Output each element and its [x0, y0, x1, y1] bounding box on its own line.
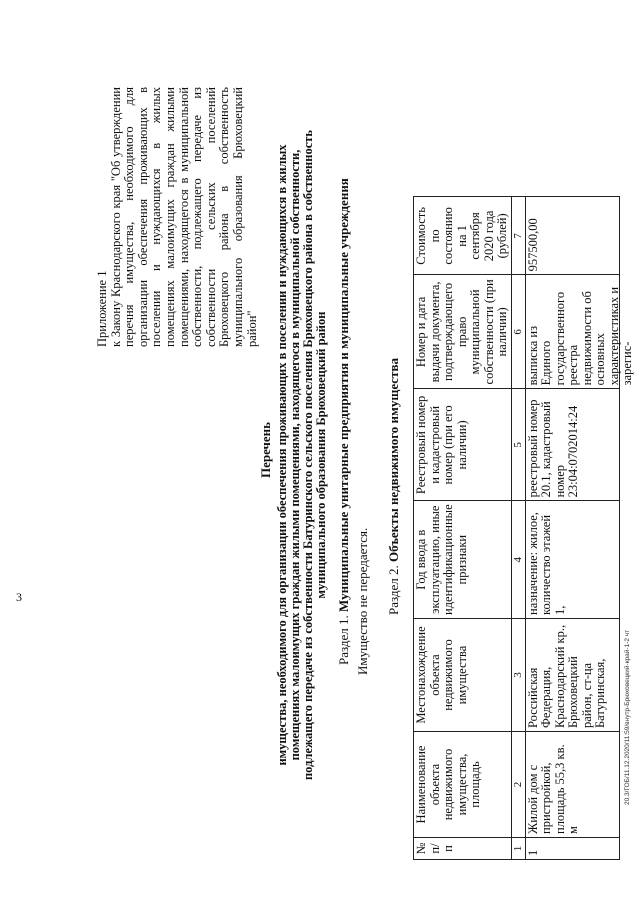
section1-note: Имущество не передается.: [355, 527, 370, 675]
section1-prefix: Раздел 1.: [336, 611, 351, 665]
table-cell: [525, 275, 634, 389]
column-header: Стоимость по состоянию на 1 сентября 2020 года (рублей): [414, 197, 512, 275]
table-cell: [525, 501, 619, 619]
footer-stamp: 20.3/ГОБ/11.12.2020/11:59/внутр-Брюховецкий-край-1-2 чт: [624, 629, 631, 805]
table-cell: [525, 838, 619, 860]
table-cell: [525, 197, 619, 275]
appendix-note: [96, 87, 259, 347]
column-number: 7: [511, 197, 525, 275]
column-number: 3: [511, 619, 525, 732]
column-header: Номер и дата выдачи документа, подтверждающего право муниципальной собственности (при наличии): [414, 275, 512, 389]
cell-text: реестровый номер 20.1, кадастровый номер 23:04:0702014:24: [525, 399, 580, 498]
header-line: помещениях малоимущих граждан жилыми помещениями, находящегося в муниципальной собственности,: [288, 149, 302, 761]
column-number: 2: [511, 732, 525, 838]
appendix-text: к Закону Краснодарского края "Об утверждении перечня имущества, необходимого для организации обеспечения проживающих в поселении и нуждающихся в жилых помещениях малоимущих граждан жилыми помещениями, находящегося в муниципальной собственности, подлежащего передаче из собственности сельских поселений Брюховецкого района в собственность муниципального образования Брюховецкий район": [108, 87, 259, 347]
cell-text: Жилой дом с пристройкой, площадь 55,3 кв. м: [525, 744, 580, 834]
section2-prefix: Раздел 2.: [386, 561, 401, 615]
section2-heading: [386, 255, 402, 615]
column-number: 6: [511, 275, 525, 389]
page-number: 3: [16, 590, 22, 604]
table-cell: [525, 732, 619, 838]
document-title: Перечень: [258, 421, 273, 479]
cell-text: Российская Федерация, Краснодарский кр., Брюховецкий район, ст-ца Батуринская,: [525, 624, 607, 728]
column-header: № п/п: [414, 838, 512, 860]
column-header: Реестровый номер и кадастровый номер (при его наличии): [414, 389, 512, 501]
header-line: подлежащего передаче из собственности Батуринского сельского поселения Брюховецкого района в собственность: [301, 129, 315, 781]
cell-text: выписка из Единого государственного реестра недвижимости об основных характеристиках и зарегис-: [525, 286, 634, 386]
column-number: 4: [511, 501, 525, 619]
column-number: 5: [511, 389, 525, 501]
section1-title: Муниципальные унитарные предприятия и муниципальные учреждения: [336, 178, 351, 612]
table-cell: [525, 389, 619, 501]
header-line: имущества, необходимого для организации обеспечения проживающих в поселении и нуждающихся в жилых: [275, 144, 289, 766]
section2-title: Объекты недвижимого имущества: [386, 358, 401, 562]
cell-text: 1: [525, 849, 540, 856]
column-number: 1: [511, 838, 525, 860]
cell-text: назначение: жилое, количество этажей 1,: [525, 512, 567, 615]
header-line: муниципального образования Брюховецкий район: [314, 311, 328, 599]
section1-heading: [336, 105, 352, 665]
table-header-row: [414, 197, 512, 860]
column-header: Наименование объекта недвижимого имущества, площадь: [414, 732, 512, 838]
column-number-row: [511, 197, 525, 860]
table-row: [525, 197, 619, 860]
column-header: Местонахождение объекта недвижимого имущества: [414, 619, 512, 732]
column-header: Год ввода в эксплуатацию, иные идентификационные признаки: [414, 501, 512, 619]
appendix-title: Приложение 1: [95, 270, 109, 347]
cell-text: 957500,00: [525, 218, 540, 272]
table-cell: [525, 619, 619, 732]
